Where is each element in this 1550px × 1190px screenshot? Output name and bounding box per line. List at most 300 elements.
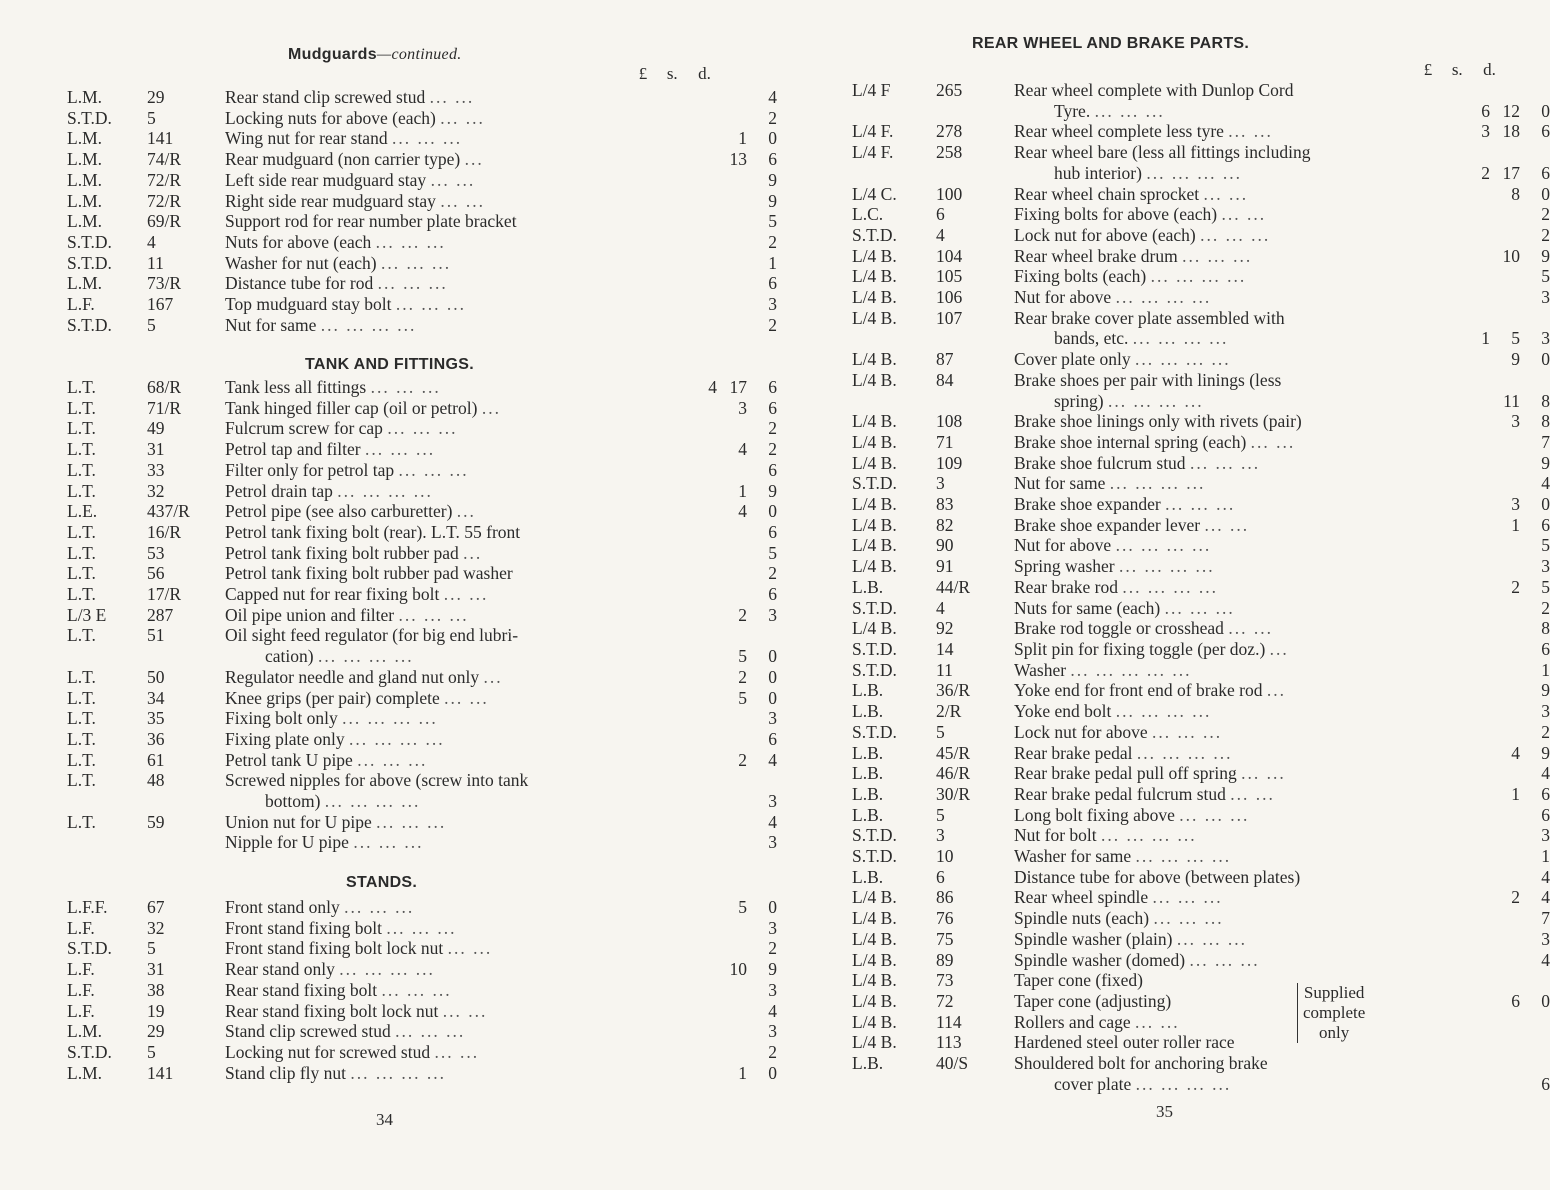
part-prefix: L/4 B. [852, 411, 897, 432]
price [607, 770, 777, 811]
part-prefix: L.T. [67, 377, 96, 397]
description-text: Rear stand only [225, 959, 335, 980]
part-number: 49 [147, 418, 165, 439]
price [1400, 680, 1550, 701]
price [607, 211, 777, 232]
part-row [852, 535, 1550, 556]
part-number: 75 [936, 928, 954, 949]
price-shillings [717, 87, 747, 108]
leader-dots: ... ... ... ... [1107, 390, 1204, 411]
part-description [1014, 266, 1400, 287]
part-number: 4 [147, 231, 156, 252]
price [607, 543, 777, 564]
part-prefix: L.M. [67, 1062, 102, 1083]
leader-dots: ... [463, 542, 483, 563]
part-number: 69/R [147, 211, 182, 232]
price-shillings: 5 [738, 687, 747, 708]
part-description [1014, 556, 1400, 577]
part-number: 10 [936, 846, 954, 867]
description-text: Hardened steel outer roller race [1014, 1032, 1235, 1053]
part-row [852, 618, 1550, 639]
price-pence: 8 [1541, 390, 1550, 411]
price [1400, 370, 1550, 411]
price-pounds: 4 [708, 377, 717, 397]
part-number: 106 [936, 287, 963, 308]
price-shillings [717, 191, 747, 212]
part-description [1014, 287, 1400, 308]
price-shillings [1490, 950, 1520, 971]
description-text: Nut for same [1014, 473, 1106, 494]
part-prefix: L.T. [67, 749, 96, 770]
description-text: Rear brake pedal pull off spring [1014, 763, 1237, 784]
part-row [852, 639, 1550, 660]
part-description [225, 128, 607, 149]
price [1400, 805, 1550, 826]
price [1400, 287, 1550, 308]
price [607, 439, 777, 460]
price-pence: 0 [768, 646, 777, 667]
price-shillings [717, 232, 747, 253]
price-pence: 6 [768, 584, 777, 605]
part-description [225, 211, 607, 232]
price-pounds [607, 191, 717, 212]
price [607, 149, 777, 170]
description-text: Filter only for petrol tap [225, 459, 395, 480]
part-row [67, 812, 777, 833]
price-pence: 3 [768, 1021, 777, 1042]
leader-dots: ... ... ... [377, 273, 448, 294]
price-pounds [607, 211, 717, 232]
leader-dots: ... ... ... [395, 294, 466, 315]
part-prefix: L.T. [67, 563, 96, 584]
price-pence: 4 [1541, 866, 1550, 887]
part-description [1014, 598, 1400, 619]
price-pounds [1400, 391, 1490, 412]
price-pounds [1400, 701, 1490, 722]
description-text: Spindle washer (plain) [1014, 928, 1173, 949]
part-number: 86 [936, 887, 954, 908]
part-number: 141 [147, 1062, 174, 1083]
price [607, 501, 777, 522]
part-description [225, 729, 607, 750]
price-pence: 1 [1541, 846, 1550, 867]
leader-dots: ... ... ... [381, 979, 452, 1000]
page-number: 35 [1156, 1102, 1173, 1121]
part-description [225, 439, 607, 460]
price-pence: 2 [768, 107, 777, 128]
part-prefix: L.B. [852, 866, 884, 887]
part-prefix: L.F.F. [67, 897, 108, 917]
description-text: Rear stand fixing bolt lock nut [225, 1000, 439, 1021]
price-shillings [1490, 825, 1520, 846]
part-description [225, 294, 607, 315]
part-row [852, 473, 1550, 494]
description-text: Locking nuts for above (each) [225, 107, 436, 128]
description-text: Fixing plate only [225, 728, 345, 749]
description-text: Knee grips (per pair) complete [225, 687, 440, 708]
price-pounds [607, 315, 717, 336]
part-row [852, 887, 1550, 908]
price-shillings [1490, 618, 1520, 639]
price-pounds [1400, 494, 1490, 515]
part-row [67, 273, 777, 294]
price-pounds [607, 688, 717, 709]
description-text: Split pin for fixing toggle (per doz.) [1014, 638, 1266, 659]
part-number: 5 [147, 314, 156, 335]
leader-dots: ... ... ... ... [1135, 349, 1231, 370]
price [607, 460, 777, 481]
part-prefix: L/4 F. [852, 121, 894, 142]
price-pounds [607, 149, 717, 170]
price-pence: 3 [768, 917, 777, 938]
price-pounds [607, 398, 717, 419]
leader-dots: ... ... ... ... ... [1070, 659, 1192, 680]
price-pence: 6 [1541, 804, 1550, 825]
price-pence: 4 [768, 1000, 777, 1021]
leader-dots: ... ... ... ... [1118, 556, 1215, 577]
description-text: Front stand only [225, 897, 340, 917]
description-text: Tank less all fittings [225, 377, 367, 397]
description-text: Brake rod toggle or crosshead [1014, 618, 1224, 639]
part-number: 48 [147, 770, 165, 791]
part-description [225, 938, 607, 959]
leader-dots: ... ... [1230, 783, 1275, 804]
price [607, 170, 777, 191]
price-pence: 2 [1541, 721, 1550, 742]
part-description [1014, 184, 1400, 205]
price-pounds: 3 [1481, 121, 1490, 142]
part-number: 67 [147, 897, 165, 917]
part-row [852, 411, 1550, 432]
leader-dots: ... ... [1204, 514, 1250, 535]
leader-dots: ... ... ... [1153, 908, 1224, 929]
price [607, 1021, 777, 1042]
leader-dots: ... ... ... ... [1122, 576, 1218, 597]
part-prefix: L.M. [67, 149, 102, 170]
part-prefix: L/4 B. [852, 970, 897, 991]
price [1400, 577, 1550, 598]
price [607, 522, 777, 543]
leader-dots: ... [464, 149, 484, 170]
part-description [225, 1063, 607, 1084]
part-description [1014, 867, 1400, 888]
price-pence: 8 [1541, 411, 1550, 432]
part-prefix: S.T.D. [852, 473, 897, 494]
part-number: 30/R [936, 783, 971, 804]
part-number: 29 [147, 87, 165, 107]
price [1400, 991, 1550, 1012]
leader-dots: ... ... [1135, 1011, 1180, 1032]
part-number: 6 [936, 866, 945, 887]
price-shillings [717, 294, 747, 315]
part-row [852, 743, 1550, 764]
price-shillings [1490, 846, 1520, 867]
price-pence: 6 [768, 273, 777, 294]
part-prefix: L.M. [67, 169, 102, 190]
description-text: Stand clip fly nut [225, 1062, 347, 1083]
price-shillings [1490, 204, 1520, 225]
price-pence: 4 [1541, 473, 1550, 494]
price-pence: 5 [1541, 266, 1550, 287]
description-text: Petrol pipe (see also carburetter) [225, 501, 453, 522]
description-continued: hub interior) [1054, 162, 1142, 183]
price-pounds [607, 563, 717, 584]
tank-parts-list [67, 377, 777, 853]
price-pence: 6 [768, 728, 777, 749]
price-pence: 3 [768, 708, 777, 729]
price-shillings: 3 [1511, 494, 1520, 515]
part-description [225, 688, 607, 709]
price-pounds [1400, 887, 1490, 908]
leader-dots: ... ... [429, 87, 475, 107]
price [1400, 411, 1550, 432]
part-row [852, 825, 1550, 846]
part-row [852, 184, 1550, 205]
description-text: Nut for same [225, 314, 317, 335]
part-prefix: S.T.D. [67, 314, 112, 335]
part-number: 92 [936, 618, 954, 639]
part-row [67, 708, 777, 729]
leader-dots: ... ... [1228, 121, 1273, 142]
price-pence: 4 [768, 87, 777, 107]
price-pence: 1 [768, 252, 777, 273]
price-pence: 6 [768, 149, 777, 170]
part-row [67, 1001, 777, 1022]
price-shillings [717, 460, 747, 481]
part-description [225, 584, 607, 605]
price-pence: 0 [1541, 990, 1550, 1011]
price-pence: 0 [1541, 183, 1550, 204]
price [607, 398, 777, 419]
price-pence: 6 [768, 377, 777, 397]
price-shillings [717, 1001, 747, 1022]
part-prefix: L.F. [67, 1000, 95, 1021]
price-shillings [717, 108, 747, 129]
part-prefix: L.B. [852, 783, 884, 804]
part-row [852, 266, 1550, 287]
price-pounds [1400, 535, 1490, 556]
part-description [1014, 618, 1400, 639]
part-prefix: L/4 B. [852, 887, 897, 908]
part-number: 16/R [147, 521, 182, 542]
part-row [852, 556, 1550, 577]
part-number: 2/R [936, 701, 962, 722]
leader-dots: ... ... ... ... [1115, 701, 1212, 722]
part-description [225, 232, 607, 253]
description-text: Rear wheel brake drum [1014, 245, 1178, 266]
price-shillings [1490, 556, 1520, 577]
part-row [67, 87, 777, 108]
part-prefix: L/4 B. [852, 431, 897, 452]
part-number: 36 [147, 728, 165, 749]
part-row [67, 688, 777, 709]
description-text: Rear stand clip screwed stud [225, 87, 426, 107]
price-shillings: 17 [1502, 162, 1520, 183]
description-text: Support rod for rear number plate bracket [225, 211, 517, 232]
part-number: 71 [936, 431, 954, 452]
part-prefix: L/4 C. [852, 183, 897, 204]
price-shillings: 9 [1511, 349, 1520, 370]
part-prefix: L.T. [67, 521, 96, 542]
part-prefix: L.T. [67, 418, 96, 439]
part-row [67, 605, 777, 626]
part-row [67, 1042, 777, 1063]
part-row [67, 667, 777, 688]
part-prefix: L.E. [67, 501, 98, 522]
part-prefix: L.T. [67, 397, 96, 418]
price-pence: 3 [1541, 287, 1550, 308]
description-text: Spindle washer (domed) [1014, 949, 1186, 970]
stands-parts-list [67, 897, 777, 1083]
part-number: 36/R [936, 680, 971, 701]
leader-dots: ... [1269, 638, 1289, 659]
price-pence: 2 [1541, 224, 1550, 245]
price-pence: 7 [1541, 908, 1550, 929]
description-text: Front stand fixing bolt [225, 917, 383, 938]
price-pence: 9 [1541, 742, 1550, 763]
leader-dots: ... ... ... ... [320, 314, 417, 335]
part-description [225, 563, 607, 584]
part-description [1014, 1053, 1400, 1094]
description-text: Nipple for U pipe [225, 832, 349, 853]
part-prefix: L.M. [67, 128, 102, 149]
price-pounds [1400, 784, 1490, 805]
part-description [225, 750, 607, 771]
price [607, 1063, 777, 1084]
price-shillings [717, 791, 747, 812]
price-pence: 3 [768, 979, 777, 1000]
leader-dots: ... [456, 501, 476, 522]
price-pence: 9 [768, 480, 777, 501]
price-pounds [1400, 473, 1490, 494]
price [1400, 867, 1550, 888]
leader-dots: ... ... ... [1152, 721, 1223, 742]
price-pence: 9 [768, 190, 777, 211]
part-row [852, 970, 1550, 991]
description-text: Rear wheel complete less tyre [1014, 121, 1224, 142]
price-shillings [1490, 473, 1520, 494]
part-description [225, 253, 607, 274]
price-pounds [1400, 680, 1490, 701]
part-prefix: S.T.D. [852, 638, 897, 659]
part-description [1014, 660, 1400, 681]
part-prefix: L/4 B. [852, 908, 897, 929]
leader-dots: ... ... [442, 1000, 488, 1021]
price-pounds [607, 294, 717, 315]
part-description [225, 708, 607, 729]
price-pence: 3 [768, 604, 777, 625]
part-row [67, 584, 777, 605]
part-row [852, 370, 1550, 411]
part-description [225, 1021, 607, 1042]
part-prefix: S.T.D. [67, 1041, 112, 1062]
part-prefix: L.T. [67, 728, 96, 749]
price-pounds [607, 108, 717, 129]
price-pounds [607, 897, 717, 918]
price-pounds [1400, 929, 1490, 950]
part-description [1014, 204, 1400, 225]
part-prefix: L.B. [852, 701, 884, 722]
part-number: 61 [147, 749, 165, 770]
part-prefix: L/4 B. [852, 618, 897, 639]
part-description [225, 959, 607, 980]
part-row [67, 918, 777, 939]
price-pence: 3 [768, 832, 777, 853]
leader-dots: ... ... [1221, 204, 1267, 225]
price-pence: 3 [1541, 328, 1550, 349]
part-number: 89 [936, 949, 954, 970]
price-shillings [1490, 1074, 1520, 1095]
price-pence: 3 [1541, 825, 1550, 846]
price-shillings [1490, 639, 1520, 660]
description-text: Nuts for same (each) [1014, 597, 1161, 618]
price-pence: 2 [768, 418, 777, 439]
part-prefix: L.M. [67, 273, 102, 294]
price-pounds [1400, 722, 1490, 743]
price-pence: 9 [1541, 452, 1550, 473]
leader-dots: ... ... ... [398, 459, 469, 480]
part-row [852, 805, 1550, 826]
part-number: 113 [936, 1032, 962, 1053]
price-pence: 5 [768, 211, 777, 232]
part-row [852, 680, 1550, 701]
price-pence: 0 [1541, 494, 1550, 515]
part-row [67, 315, 777, 336]
price-pence: 4 [768, 749, 777, 770]
price-pence: 6 [1541, 638, 1550, 659]
leader-dots: ... ... ... ... [339, 959, 435, 980]
part-prefix: L/4 B. [852, 990, 897, 1011]
leader-dots: ... ... ... ... [1136, 742, 1233, 763]
description-text: Rollers and cage [1014, 1011, 1131, 1032]
part-description [225, 460, 607, 481]
part-row [67, 211, 777, 232]
part-row [852, 1012, 1550, 1033]
description-text: Distance tube for above (between plates) [1014, 866, 1301, 887]
description-text: Nut for above [1014, 535, 1112, 556]
part-description [225, 897, 607, 918]
part-row [67, 398, 777, 419]
price-pounds [607, 832, 717, 853]
part-prefix: L.T. [67, 687, 96, 708]
part-prefix: L/4 B. [852, 1032, 897, 1053]
leader-dots: ... ... ... ... [1135, 1073, 1232, 1094]
part-description [1014, 763, 1400, 784]
part-number: 108 [936, 411, 963, 432]
part-number: 76 [936, 908, 954, 929]
part-row [852, 701, 1550, 722]
part-prefix: L/4 F. [852, 142, 894, 163]
description-text: Taper cone (fixed) [1014, 970, 1143, 991]
part-number: 167 [147, 294, 174, 315]
part-prefix: L.T. [67, 708, 96, 729]
part-description [1014, 225, 1400, 246]
description-text: Long bolt fixing above [1014, 804, 1175, 825]
part-description [1014, 825, 1400, 846]
leader-dots: ... ... ... [1152, 887, 1223, 908]
part-prefix: L.B. [852, 1053, 884, 1074]
price-pence: 2 [768, 563, 777, 584]
part-row [67, 1063, 777, 1084]
part-number: 437/R [147, 501, 190, 522]
description-text: Brake shoe fulcrum stud [1014, 452, 1186, 473]
part-description [1014, 950, 1400, 971]
price [1400, 887, 1550, 908]
part-number: 14 [936, 638, 954, 659]
price-pounds [1400, 246, 1490, 267]
leader-dots: ... ... [1250, 431, 1296, 452]
part-number: 3 [936, 825, 945, 846]
